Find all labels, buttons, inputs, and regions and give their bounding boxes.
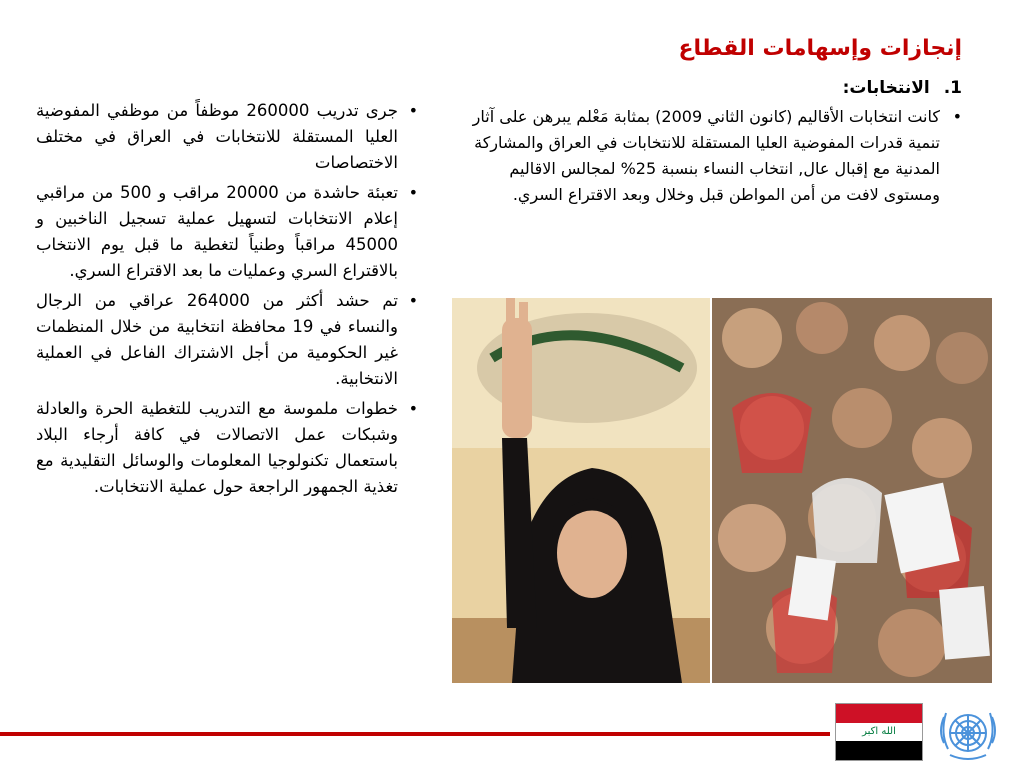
- list-item-text: جرى تدريب 260000 موظفاً من موظفي المفوضية العليا المستقلة للانتخابات في العراق في مختلف الاختصاصات: [36, 101, 398, 172]
- list-item: [36, 180, 418, 284]
- list-item-text: تعبئة حاشدة من 20000 مراقب و 500 من مراقبي إعلام الانتخابات لتسهيل عملية تسجيل الناخبين و 45000 مراقباً وطنياً لتغطية ما قبل يوم الانتخاب بالاقتراع السري وعمليات ما بعد الاقتراع السري.: [36, 183, 398, 280]
- bullet-icon: •: [408, 399, 418, 418]
- section-heading-text: الانتخابات:: [842, 78, 930, 98]
- achievements-list: [36, 98, 418, 504]
- bullet-icon: •: [952, 107, 962, 126]
- bullet-icon: •: [408, 291, 418, 310]
- photo-collage: [452, 298, 992, 683]
- un-emblem-icon: [936, 703, 1000, 763]
- section-bullet: [472, 104, 962, 208]
- list-item-text: خطوات ملموسة مع التدريب للتغطية الحرة والعادلة وشبكات عمل الاتصالات في كافة أرجاء البلاد باستعمال تكنولوجيا المعلومات والوسائل التقليدية مع تغذية الجمهور الراجعة حول عملية الانتخابات.: [36, 399, 398, 496]
- section-bullet-list: [472, 104, 962, 208]
- list-item: [36, 396, 418, 500]
- list-item: [36, 288, 418, 392]
- woman-voter-photo: [452, 298, 710, 683]
- list-item: [36, 98, 418, 176]
- flag-takbir-text: الله اكبر: [862, 726, 896, 737]
- section-number: 1.: [943, 78, 962, 98]
- election-photos: [452, 298, 992, 683]
- elections-section: [472, 78, 962, 208]
- slide-title: إنجازات وإسهامات القطاع: [678, 36, 962, 61]
- section-heading: [472, 78, 962, 98]
- footer-divider: [0, 732, 830, 736]
- bullet-icon: •: [408, 183, 418, 202]
- crowd-photo: [712, 298, 992, 683]
- list-item-text: تم حشد أكثر من 264000 عراقي من الرجال والنساء في 19 محافظة انتخابية من خلال المنظمات غير الحكومية من أجل الاشتراك الفاعل في العملية الانتخابية.: [36, 291, 398, 388]
- iraq-flag: [835, 703, 923, 761]
- bullet-icon: •: [408, 101, 418, 120]
- section-bullet-text: كانت انتخابات الأقاليم (كانون الثاني 2009) بمثابة مَعْلم يبرهن على آثار تنمية قدرات المفوضية العليا المستقلة للانتخابات في العراق والمشاركة المدنية مع إقبال عال, انتخاب النساء بنسبة 25% لمجالس الاقاليم ومستوى لافت من أمن المواطن قبل وخلال وبعد الاقتراع السري.: [472, 107, 940, 204]
